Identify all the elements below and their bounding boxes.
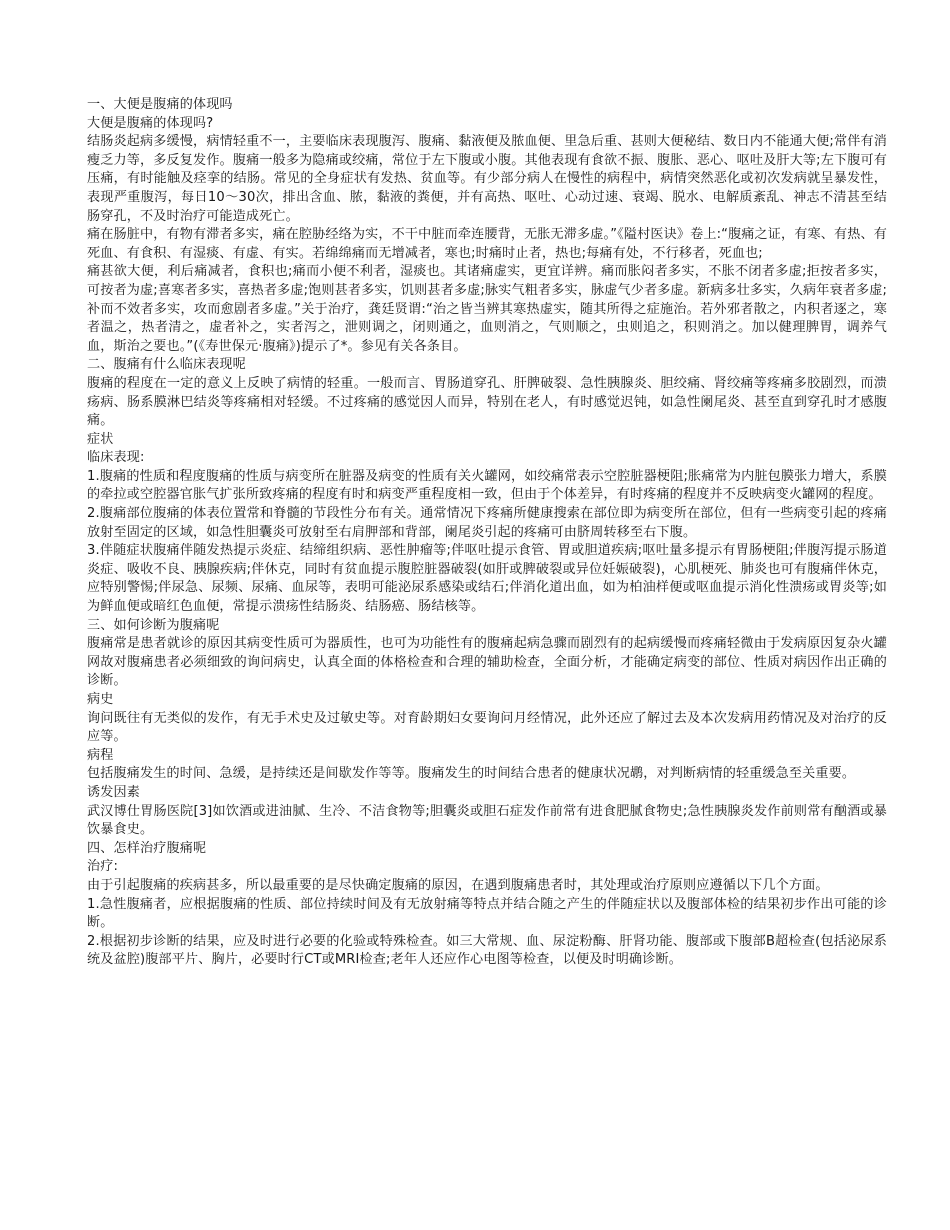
q-section-1: 大便是腹痛的体现吗?	[87, 115, 214, 131]
h-section-2: 二、腹痛有什么临床表现呢	[87, 357, 246, 373]
p-item-1: 1.腹痛的性质和程度腹痛的性质与病变所在脏器及病变的性质有关火罐网，如绞痛常表示空腔脏器梗阻;胀痛常为内脏包膜张力增大，系膜的牵拉或空腔器官胀气扩张所致疼痛的程度有时和病变严重程度相一致，但由于个体差异，有时疼痛的程度并不反映病变火罐网的程度。	[87, 468, 887, 503]
p-colitis-onset: 结肠炎起病多缓慢，病情轻重不一，主要临床表现腹泻、腹痛、黏液便及脓血便、里急后重、甚则大便秘结、数日内不能通大便;常伴有消瘦乏力等，多反复发作。腹痛一般多为隐痛或绞痛，常位于左下腹或小腹。其他表现有食欲不振、腹胀、恶心、呕吐及肝大等;左下腹可有压痛，有时能触及痉挛的结肠。常见的全身症状有发热、贫血等。有少部分病人在慢性的病程中，病情突然恶化或初次发病就呈暴发性，表现严重腹泻，每日10～30次，排出含血、脓，黏液的粪便，并有高热、呕吐、心动过速、衰竭、脱水、电解质紊乱、神志不清甚至结肠穿孔，不及时治疗可能造成死亡。	[87, 134, 887, 224]
p-item-2: 2.腹痛部位腹痛的体表位置常和脊髓的节段性分布有关。通常情况下疼痛所健康搜索在部位即为病变所在部位，但有一些病变引起的疼痛放射至固定的区域，如急性胆囊炎可放射至右肩胛部和背部，阑尾炎引起的疼痛可由脐周转移至右下腹。	[87, 506, 887, 540]
p-course: 包括腹痛发生的时间、急缓，是持续还是间歇发作等等。腹痛发生的时间结合患者的健康状况鹕，对判断病情的轻重缓急至关重要。	[87, 766, 856, 782]
p-treat-1: 1.急性腹痛者，应根据腹痛的性质、部位持续时间及有无放射痛等特点并结合随之产生的伴随症状以及腹部体检的结果初步作出可能的诊断。	[87, 896, 887, 931]
lbl-treatment: 治疗:	[87, 859, 119, 875]
p-treatment-intro: 由于引起腹痛的疾病甚多，所以最重要的是尽快确定腹痛的原因，在遇到腹痛患者时，其处理或治疗原则应遵循以下几个方面。	[87, 877, 829, 893]
lbl-symptoms: 症状	[87, 431, 114, 447]
p-treat-2: 2.根据初步诊断的结果，应及时进行必要的化验或特殊检查。如三大常规、血、尿淀粉酶、肝肾功能、腹部或下腹部B超检查(包括泌尿系统及盆腔)腹部平片、胸片，必要时行CT或MRI检查;老年人还应作心电图等检查，以便及时明确诊断。	[87, 933, 887, 968]
document-text-body	[87, 96, 887, 970]
p-item-3: 3.伴随症状腹痛伴随发热提示炎症、结缔组织病、恶性肿瘤等;伴呕吐提示食管、胃或胆道疾病;呕吐量多提示有胃肠梗阻;伴腹泻提示肠道炎症、吸收不良、胰腺疾病;伴休克，同时有贫血提示腹腔脏器破裂(如肝或脾破裂或异位妊娠破裂)，心肌梗死、肺炎也可有腹痛伴休克，应特别警惕;伴尿急、尿频、尿痛、血尿等，表明可能泌尿系感染或结石;伴消化道出血，如为柏油样便或呕血提示消化性溃疡或胃炎等;如为鲜血便或暗红色血便，常提示溃疡性结肠炎、结肠癌、肠结核等。	[87, 543, 887, 615]
p-diagnosis-intro: 腹痛常是患者就诊的原因其病变性质可为器质性，也可为功能性有的腹痛起病急骤而剧烈有的起病缓慢而疼痛轻微由于发病原因复杂火罐网故对腹痛患者必须细致的询问病史，认真全面的体格检查和合理的辅助检查，全面分析，才能确定病变的部位、性质对病因作出正确的诊断。	[87, 636, 887, 689]
p-severity: 腹痛的程度在一定的意义上反映了病情的轻重。一般而言、胃肠道穿孔、肝脾破裂、急性胰腺炎、胆绞痛、肾绞痛等疼痛多胶剧烈，而溃疡病、肠系膜淋巴结炎等疼痛相对轻缓。不过疼痛的感觉因人而异，特别在老人，有时感觉迟钝，如急性阑尾炎、甚至直到穿孔时才感腹痛。	[87, 375, 887, 429]
lbl-history: 病史	[87, 692, 114, 707]
p-history: 询问既往有无类似的发作，有无手术史及过敏史等。对育龄期妇女要询问月经情况，此外还应了解过去及本次发病用药情况及对治疗的反应等。	[87, 710, 887, 745]
h-section-3: 三、如何诊断为腹痛呢	[87, 617, 220, 633]
lbl-triggers: 诱发因素	[87, 784, 140, 800]
lbl-clinical: 临床表现:	[87, 450, 145, 466]
p-classical-2: 痛甚欲大便，利后痛减者，食积也;痛而小便不利者，湿痰也。其诸痛虚实，更宜详辨。痛而胀闷者多实，不胀不闭者多虚;拒按者多实，可按者为虚;喜寒者多实，喜热者多虚;饱则甚者多实，饥则甚者多虚;脉实气粗者多实，脉虚气少者多虚。新病多壮多实，久病年衰者多虚;补而不效者多实，攻而愈剧者多虚。”关于治疗，龚廷贤谓:“治之皆当辨其寒热虚实，随其所得之症施治。若外邪者散之，内积者逐之，寒者温之，热者清之，虚者补之，实者泻之，泄则调之，闭则通之，血则消之，气则顺之，虫则追之，积则消之。加以健理脾胃，调养气血，斯治之要也。”(《寿世保元·腹痛》)提示了*。参见有关各条目。	[87, 264, 887, 354]
h-section-4: 四、怎样治疗腹痛呢	[87, 840, 207, 856]
lbl-course: 病程	[87, 747, 114, 763]
p-triggers: 武汉博仕胃肠医院[3]如饮酒或进油腻、生冷、不洁食物等;胆囊炎或胆石症发作前常有进食肥腻食物史;急性胰腺炎发作前则常有酗酒或暴饮暴食史。	[87, 803, 887, 838]
h-section-1: 一、大便是腹痛的体现吗	[87, 97, 233, 112]
p-classical-1: 痛在肠脏中，有物有滞者多实，痛在腔胁经络为实，不干中脏而牵连腰背，无胀无滞多虚。”《隘村医诀》卷上:“腹痛之证，有寒、有热、有死血、有食积、有湿痰、有虚、有实。若绵绵痛而无增减者，寒也;时痛时止者，热也;每痛有处，不行移者，死血也;	[87, 227, 887, 261]
